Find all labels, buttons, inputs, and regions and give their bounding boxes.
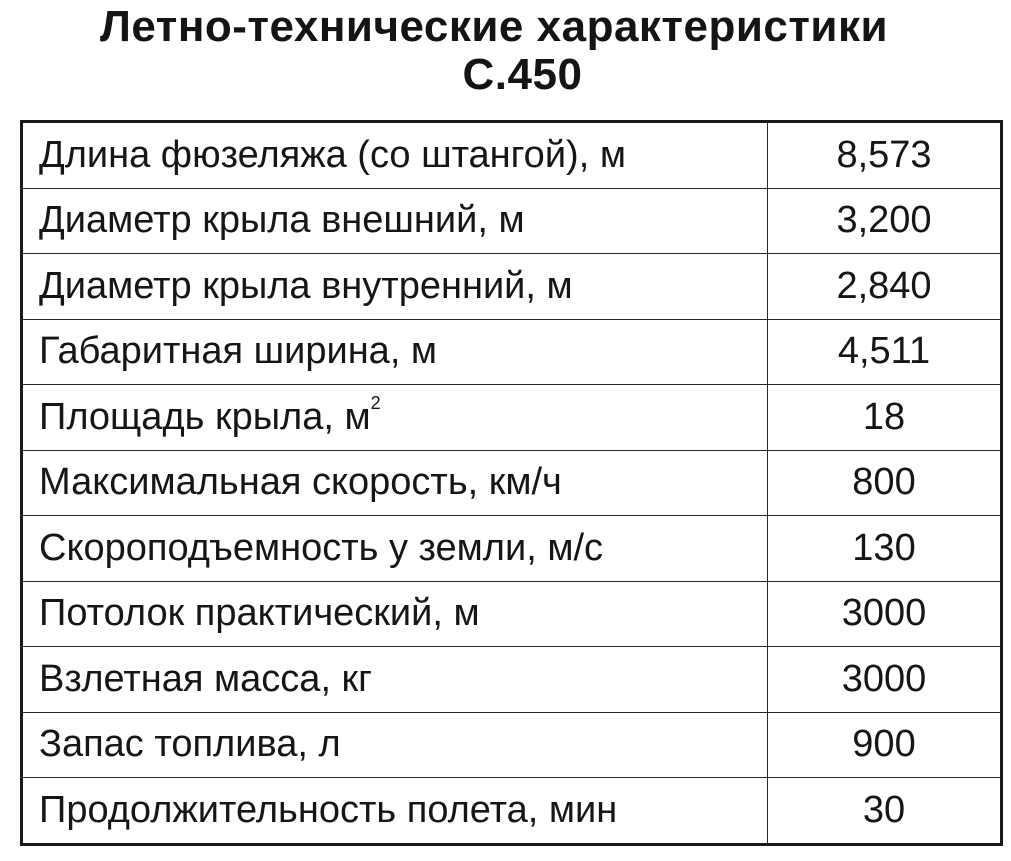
- param-cell: Максимальная скорость, км/ч: [22, 450, 768, 516]
- param-text: Площадь крыла, м: [39, 395, 371, 438]
- value-cell: 18: [768, 385, 1002, 451]
- param-cell: Скороподъемность у земли, м/с: [22, 516, 768, 582]
- value-cell: 3000: [768, 581, 1002, 647]
- value-cell: 900: [768, 712, 1002, 778]
- param-cell: Габаритная ширина, м: [22, 319, 768, 385]
- table-row: [22, 319, 1002, 385]
- table-row: [22, 581, 1002, 647]
- param-cell: Запас топлива, л: [22, 712, 768, 778]
- table-row: [22, 385, 1002, 451]
- specifications-table: [20, 120, 1003, 846]
- param-cell: Потолок практический, м: [22, 581, 768, 647]
- table-row: [22, 647, 1002, 713]
- superscript: 2: [370, 393, 381, 414]
- title-line-2: С.450: [462, 50, 583, 99]
- title-line-1: Летно-технические характеристики: [100, 2, 889, 51]
- value-cell: 3000: [768, 647, 1002, 713]
- param-cell: Диаметр крыла внешний, м: [22, 188, 768, 254]
- table-row: [22, 778, 1002, 845]
- value-cell: 30: [768, 778, 1002, 845]
- table-row: [22, 254, 1002, 320]
- table-row: [22, 450, 1002, 516]
- param-cell: Длина фюзеляжа (со штангой), м: [22, 122, 768, 189]
- value-cell: 4,511: [768, 319, 1002, 385]
- param-cell: Диаметр крыла внутренний, м: [22, 254, 768, 320]
- value-cell: 3,200: [768, 188, 1002, 254]
- param-cell: [22, 385, 768, 451]
- param-cell: Взлетная масса, кг: [22, 647, 768, 713]
- table-row: [22, 712, 1002, 778]
- value-cell: 8,573: [768, 122, 1002, 189]
- value-cell: 130: [768, 516, 1002, 582]
- value-cell: 800: [768, 450, 1002, 516]
- param-cell: Продолжительность полета, мин: [22, 778, 768, 845]
- table-row: [22, 516, 1002, 582]
- table-row: [22, 122, 1002, 189]
- value-cell: 2,840: [768, 254, 1002, 320]
- table-row: [22, 188, 1002, 254]
